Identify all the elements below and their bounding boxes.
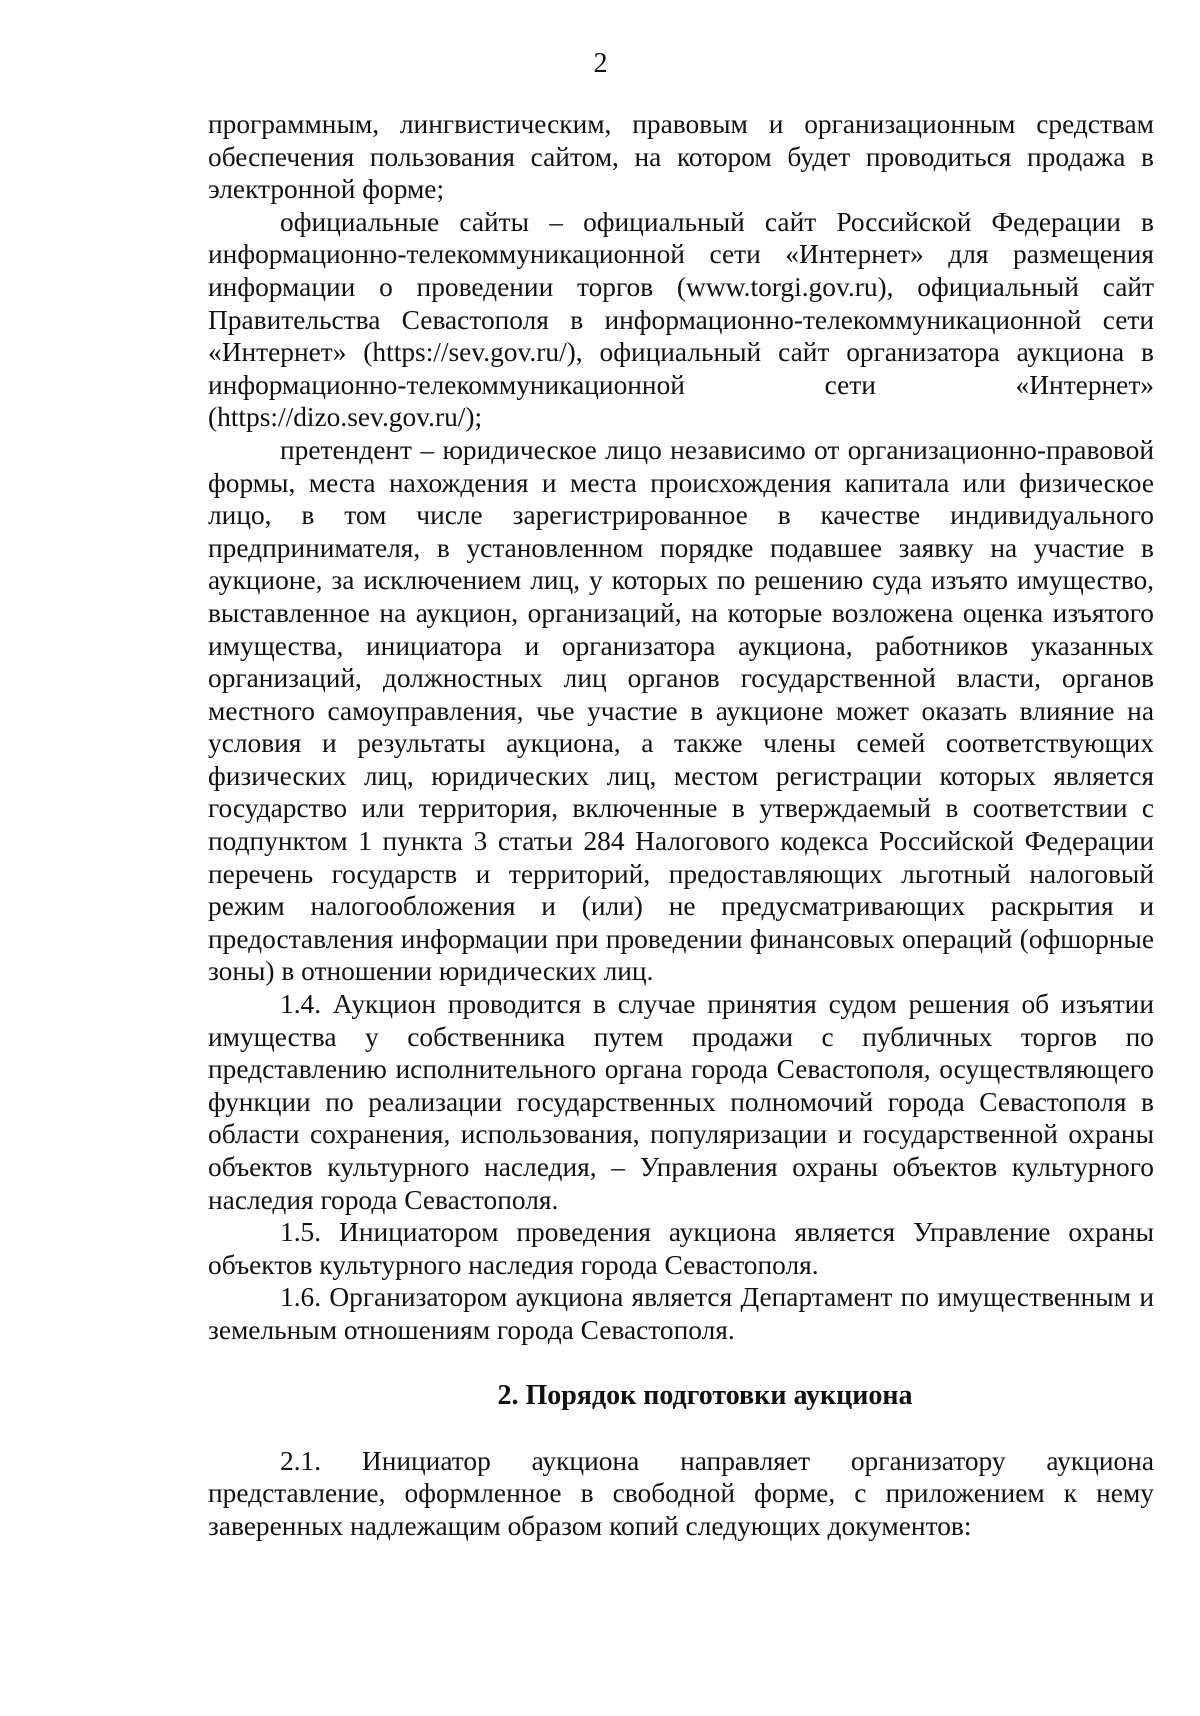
paragraph-1-4: 1.4. Аукцион проводится в случае принятия судом решения об изъятии имущества у собственника путем продажи с публичных торгов по представлению исполнительного органа города Севастополя, осуществляющего функции по реализации государственных полномочий города Севастополя в области сохранения, использования, популяризации и государственной охраны объектов культурного наследия, – Управления охраны объектов культурного наследия города Севастополя.	[208, 989, 1154, 1215]
paragraph-2-1: 2.1. Инициатор аукциона направляет организатору аукциона представление, оформленное в свободной форме, с приложением к нему заверенных надлежащим образом копий следующих документов:	[208, 1445, 1154, 1541]
paragraph-1-5: 1.5. Инициатором проведения аукциона является Управление охраны объектов культурного наследия города Севастополя.	[208, 1217, 1154, 1280]
section-heading: 2. Порядок подготовки аукциона	[497, 1379, 913, 1411]
paragraph-official-sites: официальные сайты – официальный сайт Российской Федерации в информационно-телекоммуникационной сети «Интернет» для размещения информации о проведении торгов (www.torgi.gov.ru), официальный сайт Правительства Севастополя в информационно-телекоммуникационной сети «Интернет» (https://sev.gov.ru/), официальный сайт организатора аукциона в информационно-телекоммуникационной сети «Интернет» (https://dizo.sev.gov.ru/);	[208, 206, 1154, 433]
paragraph-1-6: 1.6. Организатором аукциона является Департамент по имущественным и земельным отношениям города Севастополя.	[208, 1282, 1154, 1345]
document-body	[208, 108, 1154, 1542]
page-number: 2	[593, 48, 608, 79]
paragraph-continued-definition: программным, лингвистическим, правовым и организационным средствам обеспечения пользования сайтом, на котором будет проводиться продажа в электронной форме;	[208, 109, 1154, 205]
paragraph-applicant: претендент – юридическое лицо независимо от организационно-правовой формы, места нахождения и места происхождения капитала или физическое лицо, в том числе зарегистрированное в качестве индивидуального предпринимателя, в установленном порядке подавшее заявку на участие в аукционе, за исключением лиц, у которых по решению суда изъято имущество, выставленное на аукцион, организаций, на которые возложена оценка изъятого имущества, инициатора и организатора аукциона, работников указанных организаций, должностных лиц органов государственной власти, органов местного самоуправления, чье участие в аукционе может оказать влияние на условия и результаты аукциона, а также члены семей соответствующих физических лиц, юридических лиц, местом регистрации которых является государство или территория, включенные в утверждаемый в соответствии с подпунктом 1 пункта 3 статьи 284 Налогового кодекса Российской Федерации перечень государств и территорий, предоставляющих льготный налоговый режим налогообложения и (или) не предусматривающих раскрытия и предоставления информации при проведении финансовых операций (офшорные зоны) в отношении юридических лиц.	[208, 434, 1154, 987]
